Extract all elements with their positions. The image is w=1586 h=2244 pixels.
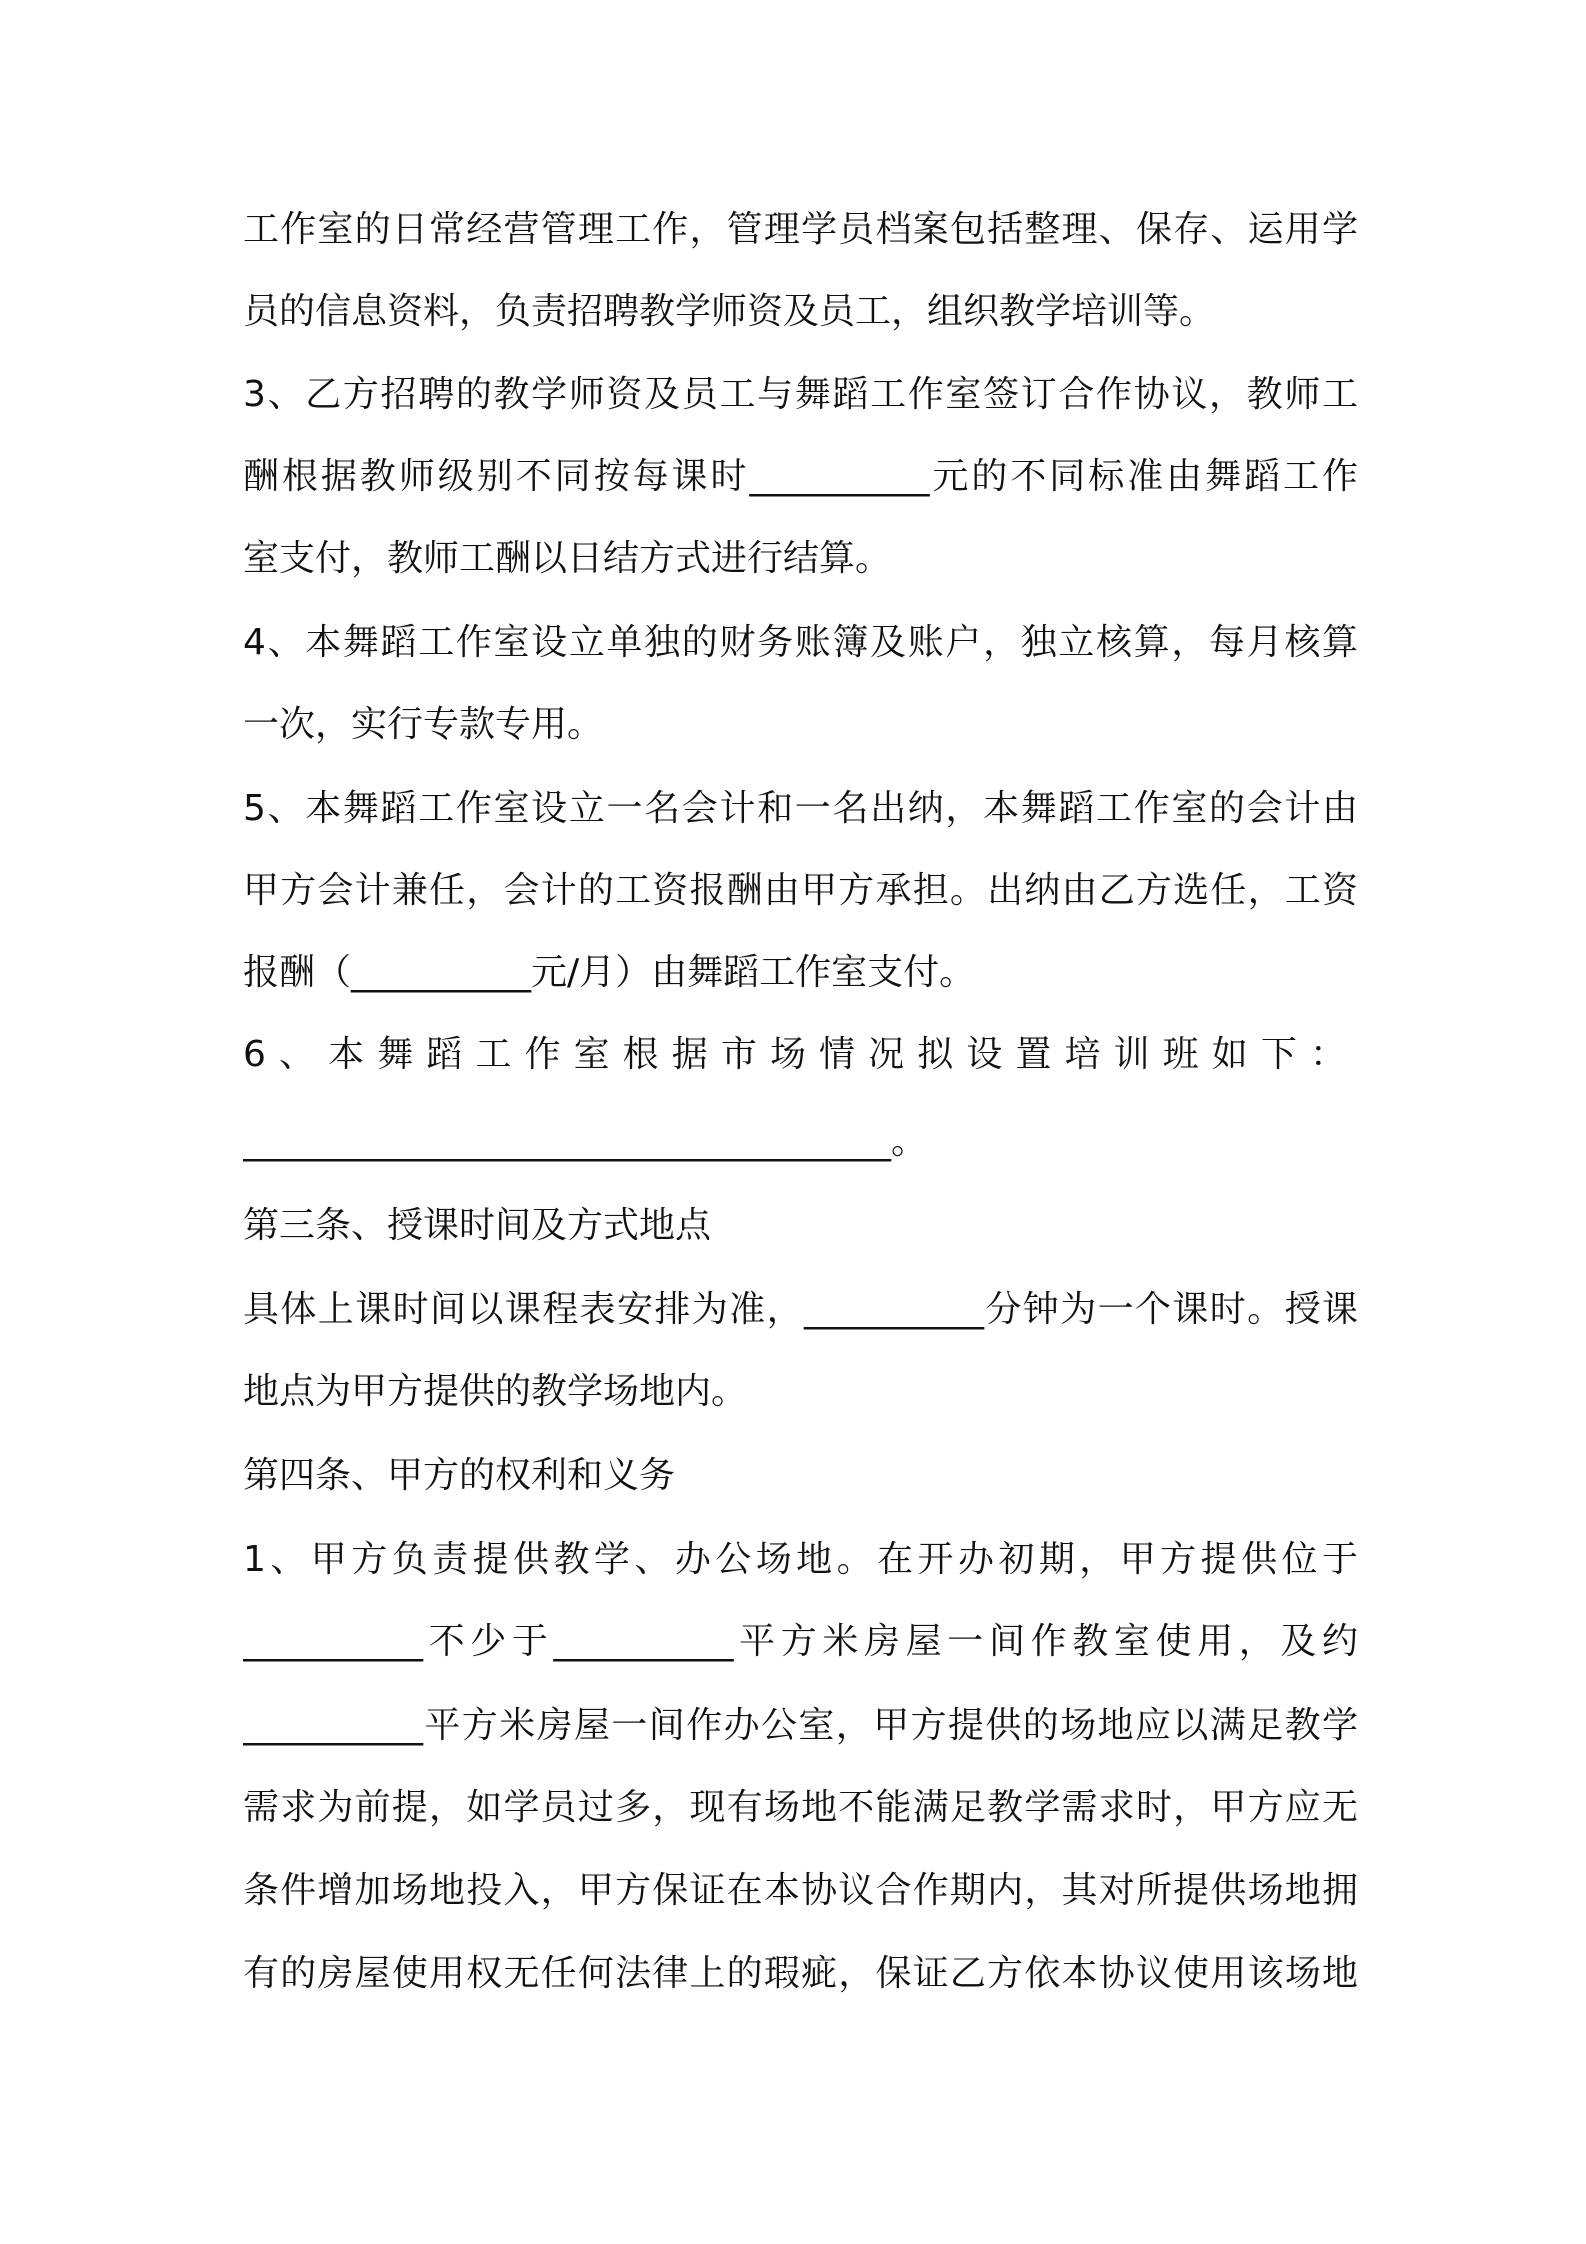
text-line: 1、甲方负责提供教学、办公场地。在开办初期，甲方提供位于: [243, 1539, 1358, 1580]
text-line: 报酬（__________元/月）由舞蹈工作室支付。: [243, 952, 976, 993]
text-line: 3、乙方招聘的教学师资及员工与舞蹈工作室签订合作协议，教师工: [243, 374, 1358, 415]
text-line: 一次，实行专款专用。: [243, 704, 604, 745]
text-line: __________平方米房屋一间作办公室，甲方提供的场地应以满足教学: [243, 1705, 1358, 1746]
text-line: 4、本舞蹈工作室设立单独的财务账簿及账户，独立核算，每月核算: [243, 622, 1358, 663]
text-line: 有的房屋使用权无任何法律上的瑕疵，保证乙方依本协议使用该场地: [243, 1953, 1358, 1994]
text-line: 室支付，教师工酬以日结方式进行结算。: [243, 538, 892, 579]
blank-fill-line: ____________________________________。: [243, 1121, 927, 1162]
section-heading: 第三条、授课时间及方式地点: [243, 1205, 712, 1246]
text-line: 甲方会计兼任，会计的工资报酬由甲方承担。出纳由乙方选任，工资: [243, 870, 1358, 911]
text-line: 酬根据教师级别不同按每课时__________元的不同标准由舞蹈工作: [243, 456, 1358, 497]
text-line: 工作室的日常经营管理工作，管理学员档案包括整理、保存、运用学: [243, 209, 1358, 250]
text-line: 需求为前提，如学员过多，现有场地不能满足教学需求时，甲方应无: [243, 1787, 1358, 1828]
text-line: __________不少于__________平方米房屋一间作教室使用，及约: [243, 1621, 1358, 1662]
text-line: 条件增加场地投入，甲方保证在本协议合作期内，其对所提供场地拥: [243, 1870, 1358, 1911]
text-line: 6、本舞蹈工作室根据市场情况拟设置培训班如下：: [243, 1034, 1358, 1075]
section-heading: 第四条、甲方的权利和义务: [243, 1455, 676, 1496]
text-line: 地点为甲方提供的教学场地内。: [243, 1371, 748, 1412]
text-line: 5、本舞蹈工作室设立一名会计和一名出纳，本舞蹈工作室的会计由: [243, 788, 1358, 829]
text-line: 具体上课时间以课程表安排为准，__________分钟为一个课时。授课: [243, 1289, 1358, 1330]
text-line: 员的信息资料，负责招聘教学师资及员工，组织教学培训等。: [243, 291, 1216, 332]
